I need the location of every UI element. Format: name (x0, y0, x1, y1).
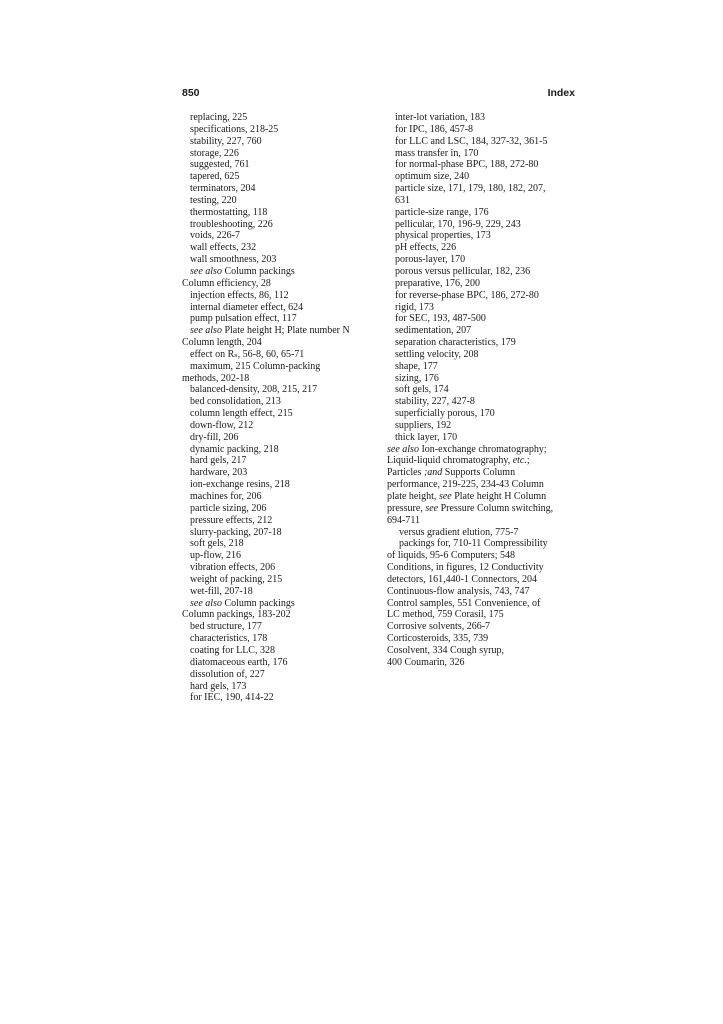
index-entry-text: down-flow, 212 (190, 419, 254, 431)
index-entry (182, 574, 378, 586)
index-entry-text: physical properties, 173 (395, 230, 491, 242)
index-entry (182, 432, 378, 444)
index-entry-text: diatomaceous earth, 176 (190, 656, 288, 668)
index-entry-text: stability, 227, 427-8 (395, 396, 475, 408)
see-also-label: see also (387, 443, 419, 455)
index-entry-text: Column packings (221, 597, 295, 609)
index-entry-text: pellicular, 170, 196-9, 229, 243 (395, 218, 521, 230)
index-entry (387, 538, 577, 550)
index-entry-text: Liquid-liquid chromatography, (387, 455, 513, 467)
index-entry-text: suggested, 761 (190, 159, 250, 171)
index-entry-text: stability, 227, 760 (190, 135, 262, 147)
index-entry-text: plate height, (387, 491, 439, 502)
index-entry (387, 598, 577, 610)
index-entry-text: performance, 219-225, 234-43 Column (387, 479, 544, 491)
index-entry-text: bed consolidation, 213 (190, 396, 281, 408)
index-entry (182, 183, 378, 195)
index-entry (182, 621, 378, 633)
index-entry (387, 325, 577, 337)
index-entry (387, 195, 577, 207)
index-entry (182, 112, 378, 124)
index-entry (387, 112, 577, 124)
index-entry-tail: Pressure Column switching, (438, 502, 554, 514)
index-entry-text: for normal-phase BPC, 188, 272-80 (395, 159, 539, 171)
index-entry-text: tapered, 625 (190, 171, 240, 183)
index-entry (387, 159, 577, 171)
index-entry (387, 207, 577, 219)
index-entry (182, 278, 378, 290)
index-entry (387, 254, 577, 266)
index-entry-italic: see (438, 491, 452, 502)
index-entry (182, 373, 378, 385)
index-entry-text: particle size, 171, 179, 180, 182, 207, (395, 183, 546, 195)
index-entry (182, 361, 378, 373)
index-entry-italic: etc. (512, 455, 527, 467)
index-entry-text: Plate height H; Plate number N (221, 325, 350, 337)
index-entry-text: Corrosive solvents, 266-7 (387, 621, 491, 633)
index-entry (182, 598, 378, 610)
index-entry (387, 266, 577, 278)
index-entry (182, 159, 378, 171)
index-entry (387, 633, 577, 645)
index-entry-text: for SEC, 193, 487-500 (395, 313, 486, 325)
index-entry-text: pump pulsation effect, 117 (190, 313, 297, 325)
index-entry-text: for reverse-phase BPC, 186, 272-80 (395, 289, 539, 301)
index-entry (182, 681, 378, 693)
index-entry-text: pH effects, 226 (395, 242, 457, 254)
index-entry-text: thermostatting, 118 (190, 206, 268, 218)
index-entry (387, 479, 577, 491)
index-entry-text: 400 Coumarin, 326 (387, 656, 465, 668)
index-entry-text: pressure, (387, 502, 426, 514)
index-entry (182, 444, 378, 456)
index-entry (182, 609, 378, 621)
index-entry (182, 266, 378, 278)
index-entry-text: particle-size range, 176 (395, 206, 489, 218)
index-column-left (182, 112, 378, 704)
index-entry-text: Particles (387, 467, 424, 479)
index-entry (387, 337, 577, 349)
index-entry-text: machines for, 206 (190, 491, 262, 502)
index-entry (182, 313, 378, 325)
index-entry (182, 337, 378, 349)
index-entry-text: versus gradient elution, 775-7 (399, 526, 519, 538)
index-entry-text: characteristics, 178 (190, 633, 268, 645)
index-entry (182, 396, 378, 408)
index-entry (387, 574, 577, 586)
index-entry-text: separation characteristics, 179 (395, 337, 516, 349)
index-entry-text: Conditions, in figures, 12 Conductivity (387, 562, 544, 574)
index-entry (387, 562, 577, 574)
index-entry-text: pressure effects, 212 (190, 514, 273, 526)
index-entry-tail: Supports Column (442, 467, 516, 479)
index-entry-text: thick layer, 170 (395, 431, 458, 443)
index-entry-text: column length effect, 215 (190, 408, 293, 420)
index-entry-text: porous versus pellicular, 182, 236 (395, 265, 531, 277)
index-entry (182, 384, 378, 396)
index-entry (387, 420, 577, 432)
index-entry-text: rigid, 173 (395, 301, 434, 313)
index-entry-text: preparative, 176, 200 (395, 277, 480, 289)
index-entry (387, 550, 577, 562)
index-column-right (387, 112, 577, 669)
index-entry-text: storage, 226 (190, 147, 239, 159)
index-entry-text: settling velocity, 208 (395, 348, 479, 360)
index-entry-tail: ; (526, 455, 530, 467)
index-entry (182, 562, 378, 574)
index-entry-text: testing, 220 (190, 194, 237, 206)
index-entry-text: wall smoothness, 203 (190, 254, 277, 266)
index-entry (387, 408, 577, 420)
index-entry-text: for IPC, 186, 457-8 (395, 123, 474, 135)
index-entry-text: dynamic packing, 218 (190, 443, 279, 455)
index-entry-text: wall effects, 232 (190, 242, 257, 254)
index-entry-text: specifications, 218-25 (190, 123, 279, 135)
index-entry (387, 219, 577, 231)
index-entry-text: shape, 177 (395, 360, 438, 372)
index-entry (182, 455, 378, 467)
running-head: Index (547, 87, 575, 99)
index-entry (387, 302, 577, 314)
index-entry (387, 313, 577, 325)
index-entry-text: superficially porous, 170 (395, 408, 495, 420)
index-entry-text: packings for, 710-11 Compressibility (399, 538, 548, 550)
index-entry-text: for IEC, 190, 414-22 (190, 692, 274, 704)
index-entry (182, 254, 378, 266)
index-entry-text: dry-fill, 206 (190, 431, 239, 443)
index-entry (182, 645, 378, 657)
index-entry (387, 455, 577, 467)
index-entry (387, 432, 577, 444)
index-entry-text: coating for LLC, 328 (190, 644, 275, 656)
index-entry (387, 515, 577, 527)
index-entry-text: maximum, 215 Column-packing (190, 360, 321, 372)
index-entry-text: mass transfer in, 170 (395, 147, 479, 159)
index-entry-text: Cosolvent, 334 Cough syrup, (387, 644, 504, 656)
index-entry-text: methods, 202-18 (182, 372, 250, 384)
index-entry-text: Ion-exchange chromatography; (418, 443, 547, 455)
index-entry-text: suppliers, 192 (395, 419, 452, 431)
index-entry (182, 692, 378, 704)
index-entry (182, 302, 378, 314)
index-entry (387, 230, 577, 242)
index-entry-text: effect on Rₛ, 56-8, 60, 65-71 (190, 348, 305, 360)
index-entry-text: hard gels, 217 (190, 455, 247, 467)
index-entry-text: for LLC and LSC, 184, 327-32, 361-5 (395, 135, 548, 147)
index-entry (387, 444, 577, 456)
index-entry (387, 503, 577, 515)
index-entry-text: Continuous-flow analysis, 743, 747 (387, 585, 530, 597)
index-entry (182, 290, 378, 302)
index-entry-text: porous-layer, 170 (395, 254, 466, 266)
index-entry (387, 384, 577, 396)
index-entry-text: hardware, 203 (190, 467, 248, 479)
index-entry (387, 609, 577, 621)
index-entry-text: Control samples, 551 Convenience, of (387, 597, 541, 609)
index-entry-text: voids, 226-7 (190, 230, 240, 242)
see-also-label: see also (190, 597, 222, 609)
index-entry (387, 242, 577, 254)
index-entry (387, 396, 577, 408)
index-entry (182, 195, 378, 207)
index-entry-text: Column packings (221, 265, 295, 277)
index-entry (182, 124, 378, 136)
index-entry-text: up-flow, 216 (190, 550, 242, 562)
index-entry (387, 183, 577, 195)
index-entry-text: weight of packing, 215 (190, 573, 283, 585)
index-entry-text: 631 (395, 194, 410, 206)
index-entry (387, 171, 577, 183)
index-entry (387, 124, 577, 136)
index-entry-text: sizing, 176 (395, 372, 439, 384)
index-entry (387, 373, 577, 385)
index-entry (182, 479, 378, 491)
see-also-label: see also (190, 265, 222, 277)
index-entry (182, 633, 378, 645)
index-entry (387, 278, 577, 290)
index-entry-text: soft gels, 218 (190, 538, 244, 550)
index-entry-text: Corticosteroids, 335, 739 (387, 633, 489, 645)
index-entry-text: soft gels, 174 (395, 384, 449, 396)
index-entry (182, 408, 378, 420)
index-entry-text: of liquids, 95-6 Computers; 548 (387, 550, 516, 562)
index-entry-text: terminators, 204 (190, 183, 256, 195)
index-entry (182, 550, 378, 562)
index-entry (182, 515, 378, 527)
index-entry (182, 491, 378, 503)
index-entry-text: injection effects, 86, 112 (190, 289, 289, 301)
index-entry-text: wet-fill, 207-18 (190, 585, 253, 597)
index-entry-text: dissolution of, 227 (190, 668, 265, 680)
index-entry (387, 527, 577, 539)
index-entry-text: Column efficiency, 28 (182, 277, 271, 289)
index-entry (182, 219, 378, 231)
index-entry (387, 361, 577, 373)
index-entry (182, 467, 378, 479)
index-entry-text: troubleshooting, 226 (190, 218, 273, 230)
index-entry (182, 325, 378, 337)
index-entry (182, 538, 378, 550)
index-entry (387, 586, 577, 598)
index-entry-tail: Plate height H Column (451, 491, 547, 502)
index-entry (182, 207, 378, 219)
index-entry (182, 230, 378, 242)
index-entry (182, 349, 378, 361)
index-entry-text: hard gels, 173 (190, 680, 247, 692)
index-entry-text: particle sizing, 206 (190, 502, 267, 514)
index-entry-text: balanced-density, 208, 215, 217 (190, 384, 318, 396)
index-entry-text: Column length, 204 (182, 337, 262, 349)
index-entry-italic: ;and (423, 467, 443, 479)
index-entry (387, 657, 577, 669)
index-entry (182, 527, 378, 539)
index-entry (182, 586, 378, 598)
index-entry-text: slurry-packing, 207-18 (190, 526, 282, 538)
index-entry (387, 467, 577, 479)
index-entry-text: internal diameter effect, 624 (190, 301, 304, 313)
index-entry (387, 148, 577, 160)
index-entry (387, 645, 577, 657)
index-entry (387, 349, 577, 361)
index-entry-text: optimum size, 240 (395, 171, 470, 183)
index-entry (182, 657, 378, 669)
index-entry (182, 148, 378, 160)
index-entry (387, 621, 577, 633)
index-entry (387, 136, 577, 148)
index-entry-text: bed structure, 177 (190, 621, 262, 633)
index-entry (182, 420, 378, 432)
index-entry-text: Column packings, 183-202 (182, 609, 291, 621)
index-entry-text: LC method, 759 Corasil, 175 (387, 609, 504, 621)
index-entry-text: ion-exchange resins, 218 (190, 479, 290, 491)
index-entry-text: sedimentation, 207 (395, 325, 472, 337)
index-entry (182, 136, 378, 148)
index-entry-text: detectors, 161,440-1 Connectors, 204 (387, 573, 537, 585)
index-entry (182, 171, 378, 183)
index-entry (387, 290, 577, 302)
index-entry-text: 694-711 (387, 514, 420, 526)
index-entry (387, 491, 577, 503)
index-entry (182, 503, 378, 515)
index-entry-italic: see (425, 502, 439, 514)
index-entry-text: replacing, 225 (190, 112, 248, 123)
page-number: 850 (182, 87, 200, 99)
index-entry-text: inter-lot variation, 183 (395, 112, 486, 123)
index-entry (182, 669, 378, 681)
index-entry (182, 242, 378, 254)
index-entry-text: vibration effects, 206 (190, 562, 276, 574)
see-also-label: see also (190, 325, 222, 337)
